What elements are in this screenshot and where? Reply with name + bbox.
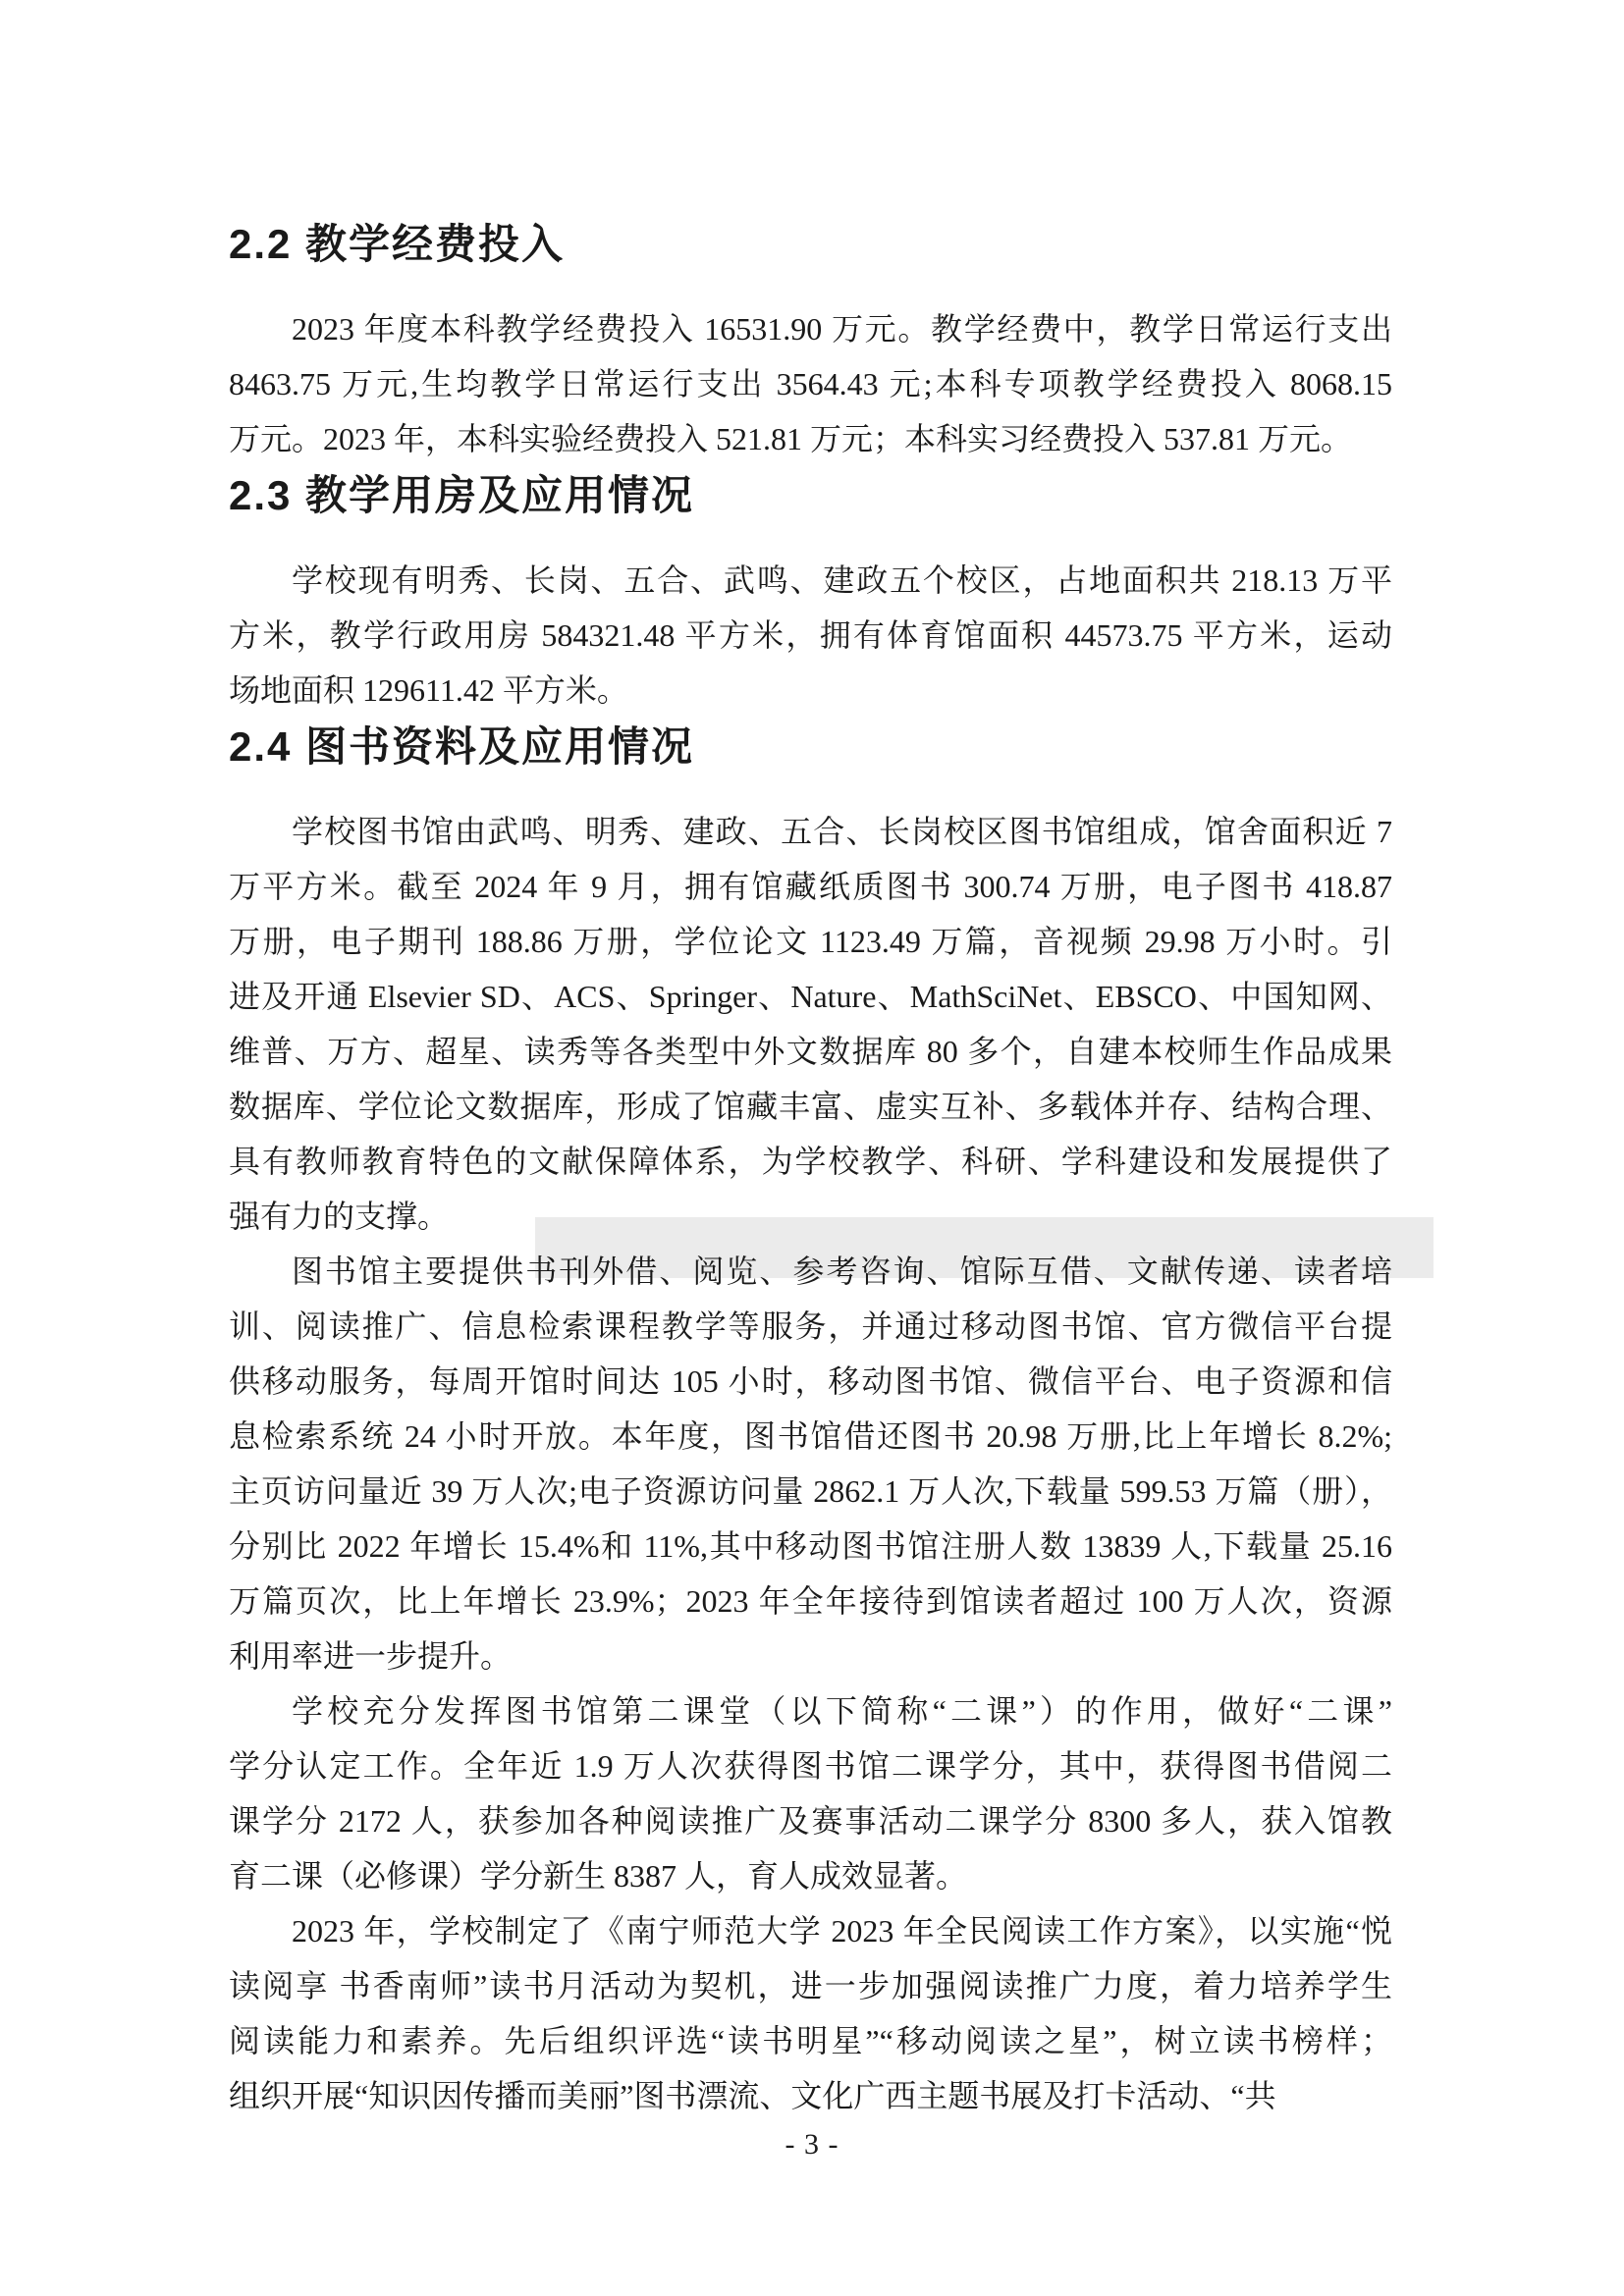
text-line: 数据库、学位论文数据库，形成了馆藏丰富、虚实互补、多载体并存、结构合理、 (229, 1089, 1392, 1124)
text-line: 学校现有明秀、长岗、五合、武鸣、建政五个校区，占地面积共 218.13 万平 (292, 562, 1392, 598)
text-line: 万册，电子期刊 188.86 万册，学位论文 1123.49 万篇，音视频 29.98 万小时。引 (229, 924, 1392, 959)
section-heading: 2.4 图书资料及应用情况 (229, 723, 695, 770)
paragraph (229, 301, 1392, 466)
text-line: 进及开通 Elsevier SD、ACS、Springer、Nature、MathSciNet、EBSCO、中国知网、 (229, 979, 1392, 1014)
page-number: - 3 - (785, 2128, 839, 2161)
text-line: 息检索系统 24 小时开放。本年度，图书馆借还图书 20.98 万册,比上年增长 8.2%; (229, 1418, 1392, 1454)
paragraph (229, 1244, 1392, 1683)
text-line: 利用率进一步提升。 (229, 1638, 513, 1674)
paragraph (229, 1903, 1392, 2123)
text-line: 育二课（必修课）学分新生 8387 人，育人成效显著。 (229, 1858, 968, 1894)
text-line: 强有力的支撑。 (229, 1199, 450, 1234)
text-line: 场地面积 129611.42 平方米。 (229, 672, 628, 708)
text-line: 课学分 2172 人，获参加各种阅读推广及赛事活动二课学分 8300 多人，获入馆教 (229, 1803, 1392, 1839)
text-line: 读阅享 书香南师”读书月活动为契机，进一步加强阅读推广力度，着力培养学生 (229, 1968, 1392, 2003)
text-line: 具有教师教育特色的文献保障体系，为学校教学、科研、学科建设和发展提供了 (229, 1144, 1392, 1179)
text-line: 学分认定工作。全年近 1.9 万人次获得图书馆二课学分，其中，获得图书借阅二 (229, 1748, 1392, 1784)
paragraph (229, 804, 1392, 1244)
text-line: 阅读能力和素养。先后组织评选“读书明星”“移动阅读之星”，树立读书榜样； (229, 2023, 1392, 2058)
text-line: 万元。2023 年，本科实验经费投入 521.81 万元；本科实习经费投入 537.81 万元。 (229, 421, 1353, 456)
text-line: 方米，教学行政用房 584321.48 平方米，拥有体育馆面积 44573.75 平方米，运动 (229, 617, 1392, 653)
section-heading: 2.2 教学经费投入 (229, 221, 566, 267)
text-line: 组织开展“知识因传播而美丽”图书漂流、文化广西主题书展及打卡活动、“共 (229, 2078, 1276, 2113)
text-line: 2023 年，学校制定了《南宁师范大学 2023 年全民阅读工作方案》，以实施“悦 (292, 1913, 1392, 1949)
text-line: 维普、万方、超星、读秀等各类型中外文数据库 80 多个，自建本校师生作品成果 (229, 1034, 1392, 1069)
paragraph (229, 553, 1392, 718)
text-line: 8463.75 万元,生均教学日常运行支出 3564.43 元;本科专项教学经费投入 8068.15 (229, 366, 1392, 401)
text-line: 训、阅读推广、信息检索课程教学等服务，并通过移动图书馆、官方微信平台提 (229, 1308, 1392, 1344)
text-line: 学校图书馆由武鸣、明秀、建政、五合、长岗校区图书馆组成，馆舍面积近 7 (292, 814, 1392, 849)
text-line: 学校充分发挥图书馆第二课堂（以下简称“二课”）的作用，做好“二课” (292, 1693, 1392, 1729)
section-heading: 2.3 教学用房及应用情况 (229, 472, 695, 518)
text-line: 万篇页次，比上年增长 23.9%；2023 年全年接待到馆读者超过 100 万人次，资源 (229, 1583, 1392, 1619)
text-line: 2023 年度本科教学经费投入 16531.90 万元。教学经费中，教学日常运行支出 (292, 311, 1392, 347)
text-line: 主页访问量近 39 万人次;电子资源访问量 2862.1 万人次,下载量 599.53 万篇（册）， (229, 1473, 1392, 1509)
text-line: 供移动服务，每周开馆时间达 105 小时，移动图书馆、微信平台、电子资源和信 (229, 1363, 1392, 1399)
text-line: 万平方米。截至 2024 年 9 月，拥有馆藏纸质图书 300.74 万册，电子图书 418.87 (229, 869, 1392, 904)
text-line: 分别比 2022 年增长 15.4%和 11%,其中移动图书馆注册人数 13839 人,下载量 25.16 (229, 1528, 1392, 1564)
text-line: 图书馆主要提供书刊外借、阅览、参考咨询、馆际互借、文献传递、读者培 (292, 1254, 1392, 1289)
paragraph (229, 1683, 1392, 1903)
document-content (229, 223, 1392, 2123)
